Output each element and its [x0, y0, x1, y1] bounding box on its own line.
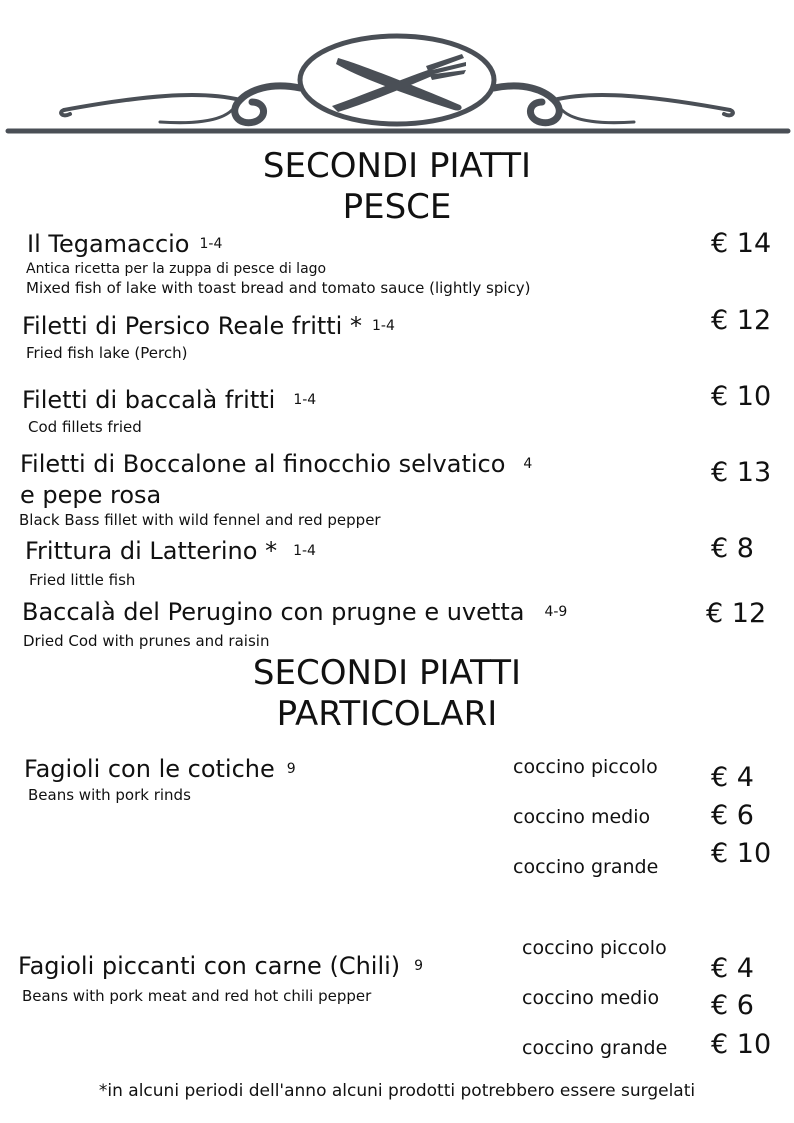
dish-description: Dried Cod with prunes and raisin	[23, 632, 270, 650]
dish-name: Filetti di baccalà fritti	[22, 386, 276, 414]
dish-name: Il Tegamaccio	[27, 230, 190, 258]
allergen-codes: 9	[414, 958, 424, 974]
dish-name: Fagioli con le cotiche	[24, 755, 275, 783]
dish-description: Fried little fish	[29, 571, 136, 589]
dish-item	[25, 537, 316, 565]
dish-price: € 14	[711, 228, 772, 259]
dish-item	[27, 230, 222, 258]
dish-item	[22, 386, 316, 414]
dish-item	[22, 598, 567, 626]
dish-price: € 13	[711, 457, 772, 488]
size-price: € 6	[711, 800, 754, 831]
dish-description: Beans with pork rinds	[28, 786, 191, 804]
dish-price: € 12	[711, 305, 772, 336]
size-price: € 4	[711, 953, 754, 984]
dish-price: € 8	[711, 533, 754, 564]
size-price: € 6	[711, 990, 754, 1021]
dish-name-continued: e pepe rosa	[20, 481, 162, 509]
dish-description-it: Antica ricetta per la zuppa di pesce di lago	[26, 261, 327, 277]
section-title-line1: SECONDI PIATTI	[252, 653, 522, 693]
size-price: € 10	[711, 838, 772, 869]
dish-name: Baccalà del Perugino con prugne e uvetta	[22, 598, 525, 626]
size-label: coccino piccolo	[513, 756, 658, 778]
section-title-pesce	[0, 146, 794, 227]
size-label: coccino medio	[522, 987, 660, 1009]
dish-description: Beans with pork meat and red hot chili pepper	[22, 987, 372, 1005]
dish-name: Filetti di Persico Reale fritti *	[22, 312, 362, 340]
dish-description: Fried fish lake (Perch)	[26, 344, 188, 362]
dish-description-en: Mixed fish of lake with toast bread and tomato sauce (lightly spicy)	[26, 279, 531, 297]
size-label: coccino grande	[522, 1037, 668, 1059]
footnote: *in alcuni periodi dell'anno alcuni prodotti potrebbero essere surgelati	[98, 1081, 696, 1101]
dish-item	[18, 952, 423, 980]
section-title-particolari	[0, 653, 784, 734]
section-title-line1: SECONDI PIATTI	[262, 146, 532, 186]
allergen-codes: 1-4	[293, 543, 316, 559]
dish-price: € 10	[711, 381, 772, 412]
allergen-codes: 1-4	[199, 236, 223, 252]
section-title-line2: PESCE	[342, 187, 452, 227]
size-price: € 10	[711, 1029, 772, 1060]
dish-description: Cod fillets fried	[28, 418, 142, 436]
dish-description: Black Bass fillet with wild fennel and red pepper	[19, 511, 381, 529]
size-label: coccino medio	[513, 806, 651, 828]
dish-name: Frittura di Latterino *	[25, 537, 278, 565]
dish-name: Filetti di Boccalone al finocchio selvatico	[20, 450, 506, 478]
dish-item	[20, 450, 532, 478]
size-label: coccino grande	[513, 856, 659, 878]
allergen-codes: 4-9	[544, 604, 568, 620]
allergen-codes: 9	[286, 761, 296, 777]
size-price: € 4	[711, 762, 754, 793]
dish-name: Fagioli piccanti con carne (Chili)	[18, 952, 401, 980]
dish-item	[24, 755, 296, 783]
dish-item	[22, 312, 395, 340]
dish-price: € 12	[706, 598, 767, 629]
size-label: coccino piccolo	[522, 937, 667, 959]
allergen-codes: 1-4	[293, 392, 317, 408]
allergen-codes: 4	[523, 456, 533, 472]
section-title-line2: PARTICOLARI	[276, 694, 498, 734]
allergen-codes: 1-4	[371, 318, 395, 334]
knife-fork-icon	[0, 30, 794, 140]
